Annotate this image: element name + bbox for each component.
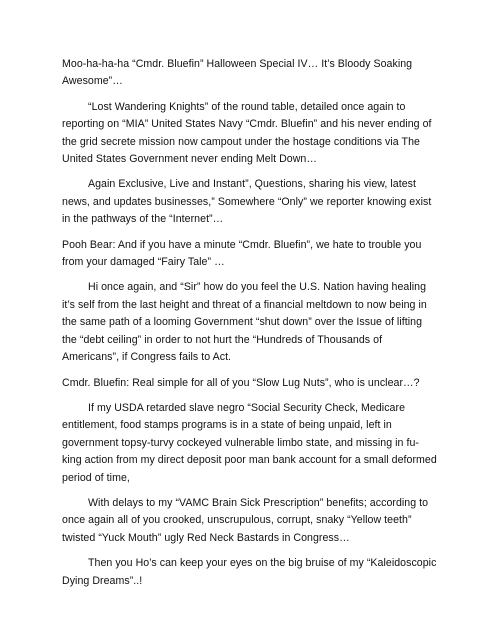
paragraph-8: With delays to my “VAMC Brain Sick Prescription” benefits; according to once again all of you crooked, unscrupulous, corrupt, snaky “Yellow teeth” twisted “Yuck Mouth” ugly Red Neck Bastards in Congress… bbox=[62, 496, 429, 544]
paragraph-6: Cmdr. Bluefin: Real simple for all of you “Slow Lug Nuts”, who is unclear…? bbox=[62, 376, 420, 389]
paragraph-3: Again Exclusive, Live and Instant”, Questions, sharing his view, latest news, and updates businesses,” Somewhere “Only” we reporter knowing exist in the pathways of the “Internet”… bbox=[62, 178, 432, 226]
paragraph-5: Hi once again, and “Sir” how do you feel the U.S. Nation having healing it’s self from the last height and threat of a financial meltdown to now being in the same path of a looming Government “shut down” over the Issue of lifting the “debt ceiling” in order to not hurt the “Hundreds of Thousands of Americans”, if Congress fails to Act. bbox=[62, 281, 427, 364]
paragraph-2: “Lost Wandering Knights” of the round table, detailed once again to reporting on “MIA” United States Navy “Cmdr. Bluefin” and his never ending of the grid secrete mission now campout under the hostage conditions via The United States Government never ending Melt Down… bbox=[62, 100, 432, 166]
paragraph-7: If my USDA retarded slave negro “Social Security Check, Medicare entitlement, food stamps programs is in a state of being unpaid, left in government topsy-turvy cockeyed vulnerable limbo state, and missing in fu-king action from my direct deposit poor man bank account for a small deformed period of time, bbox=[62, 401, 437, 484]
paragraph-9: Then you Ho’s can keep your eyes on the big bruise of my “Kaleidoscopic Dying Dreams”..! bbox=[62, 557, 437, 587]
paragraph-4: Pooh Bear: And if you have a minute “Cmdr. Bluefin”, we hate to trouble you from your damaged “Fairy Tale” … bbox=[62, 238, 422, 269]
paragraph-1: Moo-ha-ha-ha “Cmdr. Bluefin” Halloween Special IV… It’s Bloody Soaking Awesome”… bbox=[62, 58, 413, 88]
document-body bbox=[62, 56, 438, 598]
